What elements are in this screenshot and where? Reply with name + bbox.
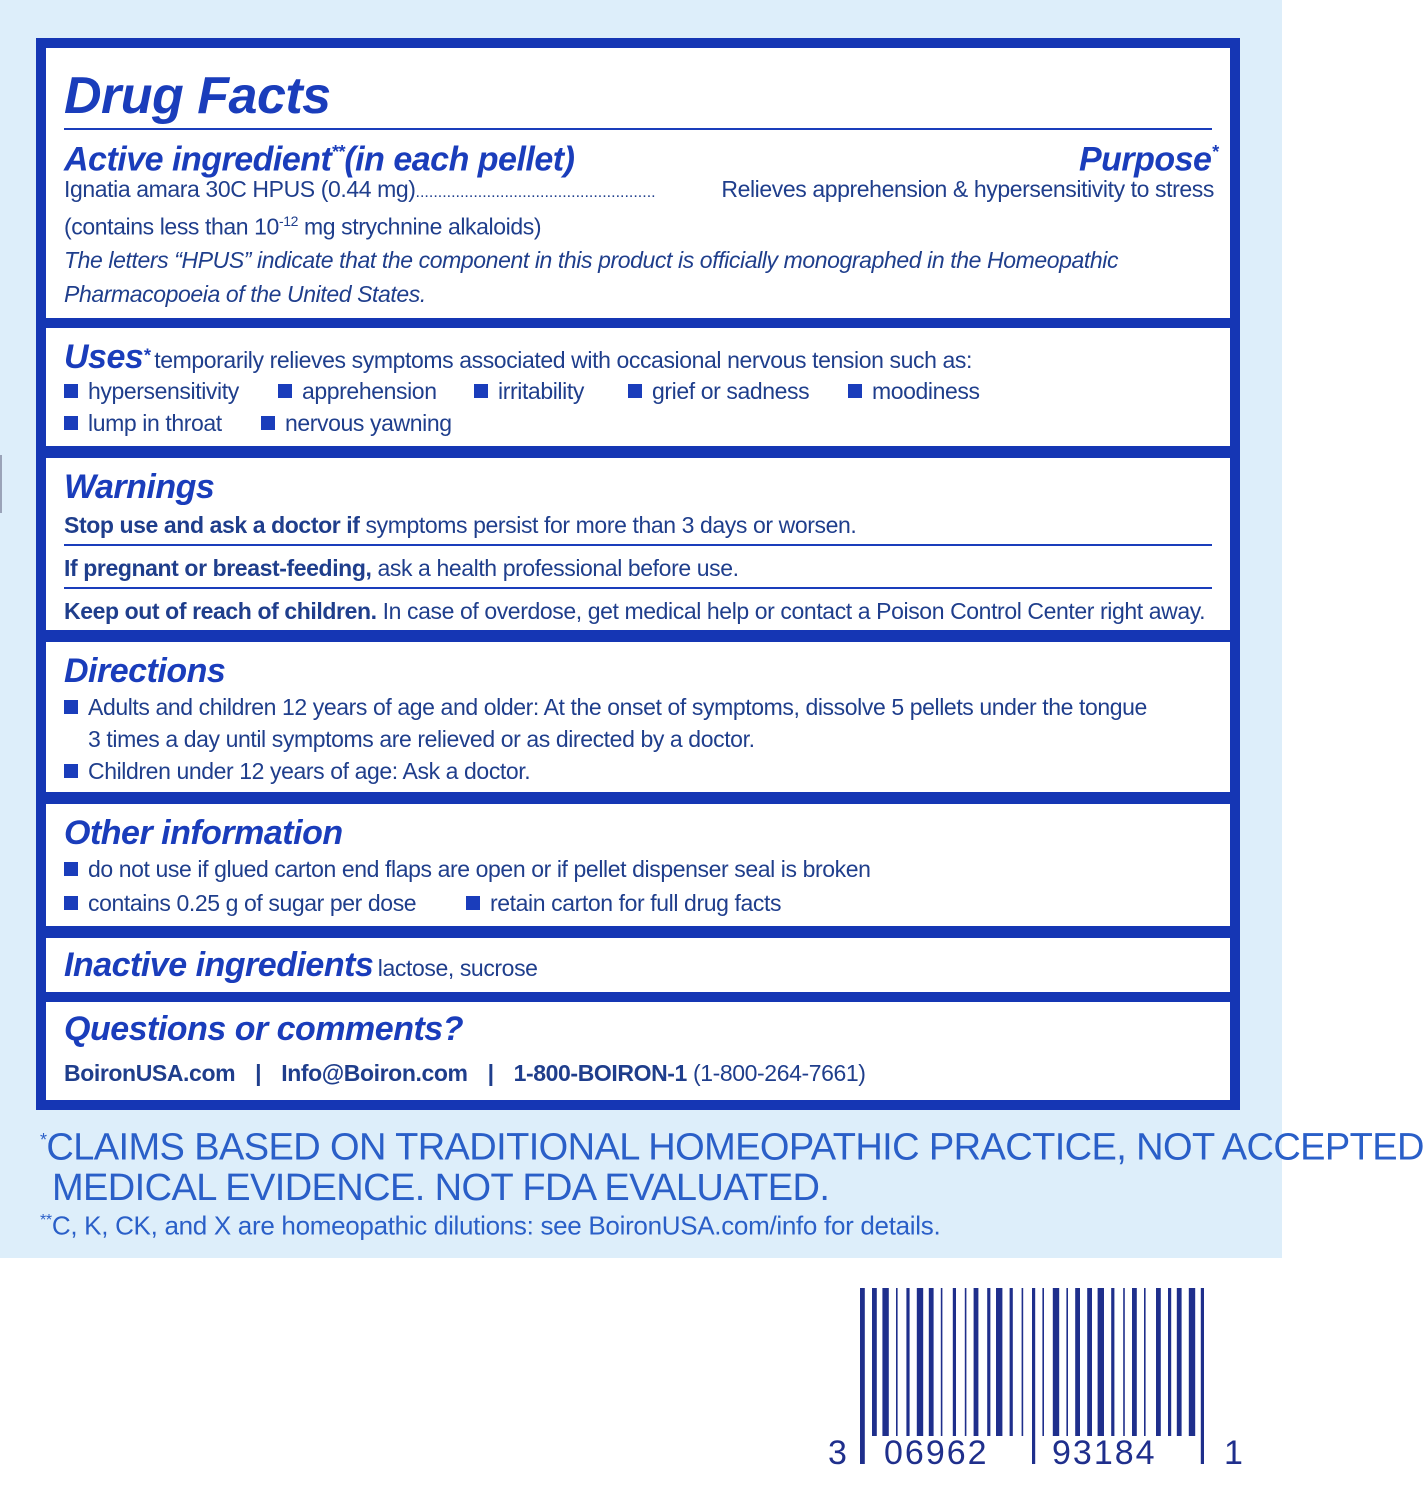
other-item-2 bbox=[64, 888, 416, 918]
directions-heading: Directions bbox=[64, 652, 226, 690]
other-item-text: do not use if glued carton end flaps are open or if pellet dispenser seal is broken bbox=[88, 856, 871, 882]
use-item-7 bbox=[261, 408, 452, 438]
pregnant-bold: If pregnant or breast-feeding, bbox=[64, 555, 372, 581]
active-heading-suffix: (in each pellet) bbox=[344, 140, 575, 179]
barcode-bar bbox=[1156, 1288, 1161, 1436]
keep-out-text: In case of overdose, get medical help or contact a Poison Control Center right away. bbox=[376, 598, 1206, 624]
use-item-label: grief or sadness bbox=[652, 378, 810, 404]
barcode-bar bbox=[906, 1288, 909, 1436]
barcode-bar bbox=[1075, 1288, 1080, 1436]
warning-divider-1 bbox=[64, 544, 1212, 546]
barcode-bar bbox=[1066, 1288, 1068, 1436]
claims-line1: CLAIMS BASED ON TRADITIONAL HOMEOPATHIC PRACTICE, NOT ACCEPTED bbox=[46, 1126, 1424, 1169]
barcode-bar bbox=[1168, 1288, 1171, 1436]
use-item-5 bbox=[848, 376, 980, 406]
purpose-heading-mark: * bbox=[1211, 142, 1218, 162]
drug-facts-title: Drug Facts bbox=[64, 67, 331, 125]
bullet-square-icon bbox=[466, 896, 480, 910]
use-item-label: nervous yawning bbox=[285, 410, 452, 436]
contains-exp: -12 bbox=[278, 213, 298, 229]
bullet-square-icon bbox=[64, 700, 78, 714]
bullet-square-icon bbox=[64, 764, 78, 778]
barcode-bar bbox=[1177, 1288, 1182, 1436]
barcode-bar bbox=[1189, 1288, 1195, 1436]
uses-section bbox=[46, 328, 1230, 446]
barcode-bar bbox=[896, 1288, 898, 1436]
questions-heading: Questions or comments? bbox=[64, 1010, 463, 1048]
barcode-bar bbox=[953, 1288, 956, 1436]
uses-line bbox=[64, 338, 972, 377]
barcode-bar bbox=[872, 1288, 877, 1436]
barcode-bar bbox=[1053, 1288, 1059, 1436]
ingredient-leader: ...................................................... bbox=[415, 184, 656, 201]
warnings-heading: Warnings bbox=[64, 468, 215, 506]
use-item-6 bbox=[64, 408, 222, 438]
bullet-square-icon bbox=[278, 384, 292, 398]
dilutions-note bbox=[40, 1204, 940, 1243]
barcode-last-digit: 1 bbox=[1224, 1434, 1243, 1472]
other-item-text: contains 0.25 g of sugar per dose bbox=[88, 890, 417, 916]
barcode-bar bbox=[1022, 1288, 1024, 1436]
direction-adults-text: Adults and children 12 years of age and older: At the onset of symptoms, dissolve 5 pellets under the tongue bbox=[88, 694, 1147, 720]
warning-keep-out bbox=[64, 596, 1205, 626]
barcode-bar bbox=[1123, 1288, 1125, 1436]
barcode bbox=[828, 1288, 1243, 1472]
barcode-bar bbox=[929, 1288, 934, 1436]
barcode-bar bbox=[1132, 1288, 1137, 1436]
uses-heading: Uses bbox=[64, 338, 144, 376]
edge-line bbox=[0, 455, 2, 513]
warning-pregnant bbox=[64, 553, 739, 583]
barcode-bar bbox=[882, 1288, 888, 1436]
dilutions-text: C, K, CK, and X are homeopathic dilutions: see BoironUSA.com/info for details. bbox=[51, 1210, 941, 1241]
contains-post: mg strychnine alkaloids) bbox=[298, 213, 542, 240]
barcode-bar bbox=[1201, 1288, 1204, 1464]
barcode-bar bbox=[974, 1288, 979, 1436]
use-item-3 bbox=[474, 376, 584, 406]
bullet-square-icon bbox=[474, 384, 488, 398]
claims-mark: * bbox=[40, 1130, 47, 1150]
barcode-bar bbox=[860, 1288, 865, 1464]
directions-section bbox=[46, 642, 1230, 792]
active-heading-text: Active ingredient bbox=[64, 140, 332, 179]
phone-number: (1-800-264-7661) bbox=[692, 1060, 866, 1086]
direction-adults bbox=[64, 692, 1147, 722]
use-item-1 bbox=[64, 376, 239, 406]
keep-out-bold: Keep out of reach of children. bbox=[64, 598, 377, 624]
bullet-square-icon bbox=[628, 384, 642, 398]
phone-link[interactable]: 1-800-BOIRON-1 bbox=[513, 1060, 687, 1086]
inactive-line bbox=[64, 942, 538, 995]
barcode-bar bbox=[1010, 1288, 1013, 1436]
inactive-heading: Inactive ingredients bbox=[64, 946, 374, 984]
barcode-bar bbox=[1111, 1288, 1114, 1436]
direction-children bbox=[64, 756, 530, 786]
purpose-heading bbox=[1079, 132, 1218, 179]
dilutions-mark: ** bbox=[40, 1212, 52, 1229]
inactive-text: lactose, sucrose bbox=[377, 955, 538, 981]
barcode-bar bbox=[996, 1288, 1002, 1436]
drug-facts-panel bbox=[36, 38, 1240, 1110]
hpus-note-line1: The letters “HPUS” indicate that the component in this product is officially monographed in the Homeopathic bbox=[64, 247, 1119, 273]
warning-stop-use bbox=[64, 510, 856, 540]
use-item-label: apprehension bbox=[302, 378, 437, 404]
barcode-bar bbox=[1032, 1288, 1035, 1464]
hpus-note-line2: Pharmacopoeia of the United States. bbox=[64, 281, 426, 307]
stop-use-text: symptoms persist for more than 3 days or worsen. bbox=[359, 512, 857, 538]
bullet-square-icon bbox=[64, 862, 78, 876]
barcode-bar bbox=[941, 1288, 943, 1436]
use-item-2 bbox=[278, 376, 437, 406]
use-item-label: hypersensitivity bbox=[88, 378, 239, 404]
other-information-section bbox=[46, 804, 1230, 926]
warning-divider-2 bbox=[64, 587, 1212, 589]
bullet-square-icon bbox=[64, 384, 78, 398]
other-item-1 bbox=[64, 854, 871, 884]
separator: | bbox=[255, 1060, 262, 1086]
use-item-label: irritability bbox=[498, 378, 584, 404]
stop-use-bold: Stop use and ask a doctor if bbox=[64, 512, 360, 538]
use-item-label: lump in throat bbox=[88, 410, 222, 436]
purpose-heading-text: Purpose bbox=[1078, 140, 1212, 179]
use-item-label: moodiness bbox=[872, 378, 980, 404]
uses-heading-mark: * bbox=[143, 345, 150, 366]
barcode-bar bbox=[1042, 1288, 1044, 1436]
active-heading-mark: ** bbox=[331, 142, 345, 162]
barcode-group2: 93184 bbox=[1052, 1434, 1157, 1472]
barcode-bar bbox=[965, 1288, 967, 1436]
active-ingredient-heading bbox=[64, 132, 574, 179]
barcode-bar bbox=[1144, 1288, 1146, 1436]
bullet-square-icon bbox=[64, 416, 78, 430]
questions-section bbox=[46, 1002, 1230, 1100]
website-link[interactable]: BoironUSA.com bbox=[64, 1060, 236, 1086]
other-information-heading: Other information bbox=[64, 814, 343, 852]
ingredient-purpose: Relieves apprehension & hypersensitivity to stress bbox=[721, 176, 1214, 202]
contact-line bbox=[64, 1058, 866, 1088]
inactive-ingredients-section bbox=[46, 938, 1230, 992]
barcode-bar bbox=[1087, 1288, 1092, 1436]
separator: | bbox=[487, 1060, 494, 1086]
use-item-4 bbox=[628, 376, 809, 406]
barcode-first-digit: 3 bbox=[828, 1434, 847, 1472]
bullet-square-icon bbox=[848, 384, 862, 398]
email-link[interactable]: Info@Boiron.com bbox=[281, 1060, 468, 1086]
uses-intro: temporarily relieves symptoms associated with occasional nervous tension such as: bbox=[154, 347, 972, 373]
barcode-bar bbox=[1098, 1288, 1104, 1436]
warnings-section bbox=[46, 458, 1230, 630]
claims-disclaimer bbox=[40, 1120, 1424, 1208]
direction-adults-cont: 3 times a day until symptoms are relieved or as directed by a doctor. bbox=[88, 726, 755, 752]
bullet-square-icon bbox=[261, 416, 275, 430]
other-item-text: retain carton for full drug facts bbox=[490, 890, 782, 916]
bullet-square-icon bbox=[64, 896, 78, 910]
active-ingredient-section bbox=[46, 48, 1230, 318]
title-rule bbox=[64, 128, 1212, 130]
ingredient-name: Ignatia amara 30C HPUS (0.44 mg) bbox=[64, 176, 416, 202]
other-item-3 bbox=[466, 888, 781, 918]
barcode-group1: 06962 bbox=[884, 1434, 989, 1472]
contains-pre: (contains less than 10 bbox=[64, 213, 279, 240]
pregnant-text: ask a health professional before use. bbox=[371, 555, 739, 581]
barcode-bar bbox=[917, 1288, 923, 1436]
ingredient-row bbox=[64, 174, 656, 208]
direction-children-text: Children under 12 years of age: Ask a doctor. bbox=[88, 758, 531, 784]
barcode-bar bbox=[987, 1288, 990, 1436]
strychnine-note bbox=[64, 206, 541, 242]
claims-line2: MEDICAL EVIDENCE. NOT FDA EVALUATED. bbox=[52, 1166, 830, 1209]
